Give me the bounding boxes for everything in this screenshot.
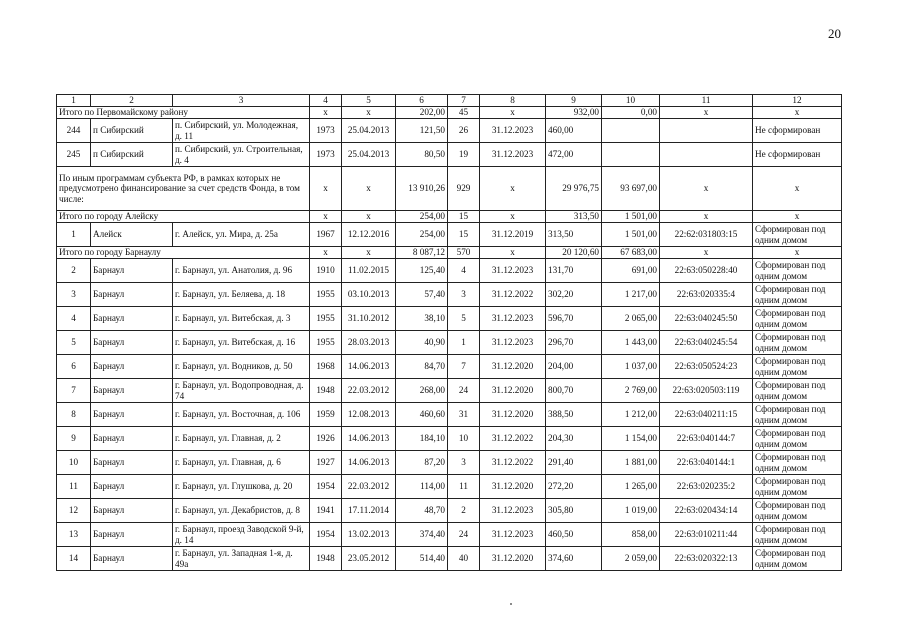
table-row — [57, 499, 842, 523]
table-cell: 460,60 — [396, 403, 448, 427]
table-cell: г. Барнаул, ул. Беляева, д. 18 — [173, 283, 310, 307]
table-cell: п Сибирский — [91, 119, 173, 143]
subtotal-cell: x — [480, 247, 546, 259]
table-cell: Барнаул — [91, 547, 173, 571]
table-cell: п Сибирский — [91, 143, 173, 167]
table-cell: 291,40 — [546, 451, 602, 475]
subtotal-row — [57, 211, 842, 223]
table-cell: 22:63:010211:44 — [660, 523, 753, 547]
table-cell: Сформирован под одним домом — [753, 283, 842, 307]
subtotal-cell: 8 087,12 — [396, 247, 448, 259]
table-cell: 7 — [57, 379, 91, 403]
table-cell: г. Барнаул, ул. Витебская, д. 3 — [173, 307, 310, 331]
table-cell: 40,90 — [396, 331, 448, 355]
table-cell: 460,50 — [546, 523, 602, 547]
table-cell: 9 — [57, 427, 91, 451]
column-number: 5 — [342, 95, 396, 107]
table-cell: 374,60 — [546, 547, 602, 571]
table-cell: Барнаул — [91, 499, 173, 523]
table-cell: 1954 — [310, 523, 342, 547]
subtotal-label: По иным программам субъекта РФ, в рамках которых не предусмотрено финансирование за счет средств Фонда, в том числе: — [57, 167, 310, 211]
table-cell: 313,50 — [546, 223, 602, 247]
subtotal-cell: x — [342, 107, 396, 119]
column-number: 9 — [546, 95, 602, 107]
table-cell: г. Барнаул, ул. Восточная, д. 106 — [173, 403, 310, 427]
table-cell: 40 — [448, 547, 480, 571]
subtotal-cell: 254,00 — [396, 211, 448, 223]
table-cell: 22:63:040211:15 — [660, 403, 753, 427]
table-cell: г. Барнаул, ул. Главная, д. 2 — [173, 427, 310, 451]
table-cell: Сформирован под одним домом — [753, 403, 842, 427]
table-cell: 31.12.2022 — [480, 451, 546, 475]
subtotal-label: Итого по Первомайскому району — [57, 107, 310, 119]
table-cell: г. Барнаул, ул. Глушкова, д. 20 — [173, 475, 310, 499]
table-cell: 272,20 — [546, 475, 602, 499]
table-cell: 22:63:020235:2 — [660, 475, 753, 499]
table-cell: 03.10.2013 — [342, 283, 396, 307]
table-cell: 11 — [448, 475, 480, 499]
column-number: 6 — [396, 95, 448, 107]
table-cell: 305,80 — [546, 499, 602, 523]
table-cell: 302,20 — [546, 283, 602, 307]
table-cell: 31.12.2023 — [480, 499, 546, 523]
subtotal-cell: x — [342, 247, 396, 259]
table-cell: 12 — [57, 499, 91, 523]
table-cell: 14 — [57, 547, 91, 571]
subtotal-cell: x — [310, 167, 342, 211]
table-cell: 22.03.2012 — [342, 379, 396, 403]
subtotal-cell: x — [660, 211, 753, 223]
table-cell: 7 — [448, 355, 480, 379]
table-cell: 31 — [448, 403, 480, 427]
table-cell: 31.12.2023 — [480, 259, 546, 283]
subtotal-cell: x — [660, 247, 753, 259]
table-cell: 15 — [448, 223, 480, 247]
column-number: 4 — [310, 95, 342, 107]
subtotal-cell: x — [753, 107, 842, 119]
table-cell: 22:63:020503:119 — [660, 379, 753, 403]
table-cell: 114,00 — [396, 475, 448, 499]
table-cell: 10 — [448, 427, 480, 451]
subtotal-cell: 932,00 — [546, 107, 602, 119]
table-cell: 10 — [57, 451, 91, 475]
table-cell: Сформирован под одним домом — [753, 475, 842, 499]
table-cell: Сформирован под одним домом — [753, 547, 842, 571]
table-cell: 22:63:020322:13 — [660, 547, 753, 571]
table-cell: 48,70 — [396, 499, 448, 523]
table-row — [57, 143, 842, 167]
table-cell: г. Барнаул, ул. Западная 1-я, д. 49а — [173, 547, 310, 571]
table-cell: 22:63:020335:4 — [660, 283, 753, 307]
subtotal-cell: x — [753, 247, 842, 259]
table-cell: 858,00 — [602, 523, 660, 547]
table-cell: 1 — [448, 331, 480, 355]
subtotal-cell: 929 — [448, 167, 480, 211]
subtotal-cell: 13 910,26 — [396, 167, 448, 211]
table-cell: Сформирован под одним домом — [753, 223, 842, 247]
subtotal-cell: x — [310, 107, 342, 119]
subtotal-cell: x — [342, 167, 396, 211]
table-cell: 1959 — [310, 403, 342, 427]
table-cell: 1954 — [310, 475, 342, 499]
table-cell: Барнаул — [91, 355, 173, 379]
table-row — [57, 119, 842, 143]
table-row — [57, 451, 842, 475]
table-row — [57, 523, 842, 547]
table-cell: 19 — [448, 143, 480, 167]
table-cell: 31.12.2023 — [480, 119, 546, 143]
page-number: 20 — [828, 26, 841, 41]
table-cell: 1 501,00 — [602, 223, 660, 247]
table-cell: 31.12.2020 — [480, 379, 546, 403]
table-row — [57, 547, 842, 571]
table-cell: 2 065,00 — [602, 307, 660, 331]
table-cell: 1955 — [310, 331, 342, 355]
table-cell: Сформирован под одним домом — [753, 523, 842, 547]
table-header-row — [57, 95, 842, 107]
table-cell: 8 — [57, 403, 91, 427]
subtotal-cell: x — [342, 211, 396, 223]
table-cell: 268,00 — [396, 379, 448, 403]
table-cell: Сформирован под одним домом — [753, 499, 842, 523]
table-row — [57, 355, 842, 379]
table-cell: 28.03.2013 — [342, 331, 396, 355]
table-cell: п. Сибирский, ул. Молодежная, д. 11 — [173, 119, 310, 143]
table-cell: 23.05.2012 — [342, 547, 396, 571]
table-cell: 31.12.2020 — [480, 403, 546, 427]
table-cell: 3 — [448, 283, 480, 307]
table-row — [57, 259, 842, 283]
subtotal-cell: 1 501,00 — [602, 211, 660, 223]
table-cell: Сформирован под одним домом — [753, 451, 842, 475]
table-cell: 24 — [448, 379, 480, 403]
table-cell: 121,50 — [396, 119, 448, 143]
table-cell: 1973 — [310, 143, 342, 167]
table-cell: 3 — [57, 283, 91, 307]
table-cell: 31.12.2023 — [480, 523, 546, 547]
table-cell: 2 — [448, 499, 480, 523]
table-cell: 1 443,00 — [602, 331, 660, 355]
column-number: 3 — [173, 95, 310, 107]
table-cell: 11 — [57, 475, 91, 499]
table-cell: Сформирован под одним домом — [753, 259, 842, 283]
subtotal-cell: x — [310, 247, 342, 259]
table-cell: 25.04.2013 — [342, 143, 396, 167]
table-cell: 14.06.2013 — [342, 427, 396, 451]
table-row — [57, 403, 842, 427]
table-cell: 514,40 — [396, 547, 448, 571]
column-number: 11 — [660, 95, 753, 107]
table-cell: 31.12.2022 — [480, 283, 546, 307]
subtotal-label: Итого по городу Барнаулу — [57, 247, 310, 259]
table-cell: 1948 — [310, 547, 342, 571]
table-cell: 1967 — [310, 223, 342, 247]
table-cell: Сформирован под одним домом — [753, 307, 842, 331]
table-cell: 5 — [57, 331, 91, 355]
subtotal-cell: x — [310, 211, 342, 223]
table-cell: Сформирован под одним домом — [753, 355, 842, 379]
table-cell: 4 — [448, 259, 480, 283]
table-cell: 472,00 — [546, 143, 602, 167]
subtotal-cell: x — [480, 211, 546, 223]
subtotal-cell: 202,00 — [396, 107, 448, 119]
table-body — [57, 95, 842, 571]
subtotal-cell: 29 976,75 — [546, 167, 602, 211]
table-cell: 4 — [57, 307, 91, 331]
table-cell: 22:63:050524:23 — [660, 355, 753, 379]
table-cell: 1955 — [310, 283, 342, 307]
table-cell: г. Барнаул, ул. Декабристов, д. 8 — [173, 499, 310, 523]
table-cell: Алейск — [91, 223, 173, 247]
table-cell: 388,50 — [546, 403, 602, 427]
subtotal-cell: x — [660, 107, 753, 119]
table-cell: 22:63:050228:40 — [660, 259, 753, 283]
table-cell: 244 — [57, 119, 91, 143]
table-cell: 22:63:040144:7 — [660, 427, 753, 451]
table-cell: 374,40 — [396, 523, 448, 547]
table-cell: Барнаул — [91, 523, 173, 547]
table-cell: 1 265,00 — [602, 475, 660, 499]
column-number: 10 — [602, 95, 660, 107]
table-cell: 2 769,00 — [602, 379, 660, 403]
table-cell: 2 — [57, 259, 91, 283]
table-cell: 24 — [448, 523, 480, 547]
table-cell: Барнаул — [91, 427, 173, 451]
subtotal-cell: 93 697,00 — [602, 167, 660, 211]
table-cell: п. Сибирский, ул. Строительная, д. 4 — [173, 143, 310, 167]
table-cell: 1 881,00 — [602, 451, 660, 475]
table-cell: 691,00 — [602, 259, 660, 283]
table-cell: Не сформирован — [753, 143, 842, 167]
table-cell: г. Барнаул, ул. Витебская, д. 16 — [173, 331, 310, 355]
table-cell: 80,50 — [396, 143, 448, 167]
table-row — [57, 283, 842, 307]
table-cell: Барнаул — [91, 331, 173, 355]
table-cell: Барнаул — [91, 307, 173, 331]
table-cell: 31.12.2023 — [480, 143, 546, 167]
table-cell: 296,70 — [546, 331, 602, 355]
table-cell: 5 — [448, 307, 480, 331]
table-cell: 3 — [448, 451, 480, 475]
table-cell: 131,70 — [546, 259, 602, 283]
table-cell: г. Барнаул, ул. Главная, д. 6 — [173, 451, 310, 475]
table-cell: Барнаул — [91, 451, 173, 475]
table-cell: Барнаул — [91, 403, 173, 427]
table-cell: 31.12.2023 — [480, 307, 546, 331]
table-cell: 57,40 — [396, 283, 448, 307]
table-cell: 12.12.2016 — [342, 223, 396, 247]
table-cell: г. Барнаул, проезд Заводской 9-й, д. 14 — [173, 523, 310, 547]
table-cell: 31.12.2020 — [480, 355, 546, 379]
subtotal-cell: x — [753, 167, 842, 211]
table-cell: 6 — [57, 355, 91, 379]
table-row — [57, 223, 842, 247]
table-row — [57, 427, 842, 451]
table-cell: Барнаул — [91, 379, 173, 403]
table-cell: 22.03.2012 — [342, 475, 396, 499]
table-cell: 22:63:040245:54 — [660, 331, 753, 355]
subtotal-cell: 45 — [448, 107, 480, 119]
column-number: 12 — [753, 95, 842, 107]
subtotal-cell: 20 120,60 — [546, 247, 602, 259]
table-cell: 204,00 — [546, 355, 602, 379]
table-cell: 1968 — [310, 355, 342, 379]
table-cell: 31.12.2022 — [480, 427, 546, 451]
table-cell: 1973 — [310, 119, 342, 143]
table-cell: 31.12.2023 — [480, 331, 546, 355]
table-cell: 1 — [57, 223, 91, 247]
subtotal-row — [57, 107, 842, 119]
table-cell: г. Барнаул, ул. Водников, д. 50 — [173, 355, 310, 379]
table-cell: г. Барнаул, ул. Анатолия, д. 96 — [173, 259, 310, 283]
table-cell: 87,20 — [396, 451, 448, 475]
table-cell: 22:63:020434:14 — [660, 499, 753, 523]
table-cell: 38,10 — [396, 307, 448, 331]
table-row — [57, 331, 842, 355]
table-cell: 1910 — [310, 259, 342, 283]
column-number: 2 — [91, 95, 173, 107]
table-row — [57, 307, 842, 331]
table-cell: 800,70 — [546, 379, 602, 403]
subtotal-cell: 313,50 — [546, 211, 602, 223]
subtotal-cell: 570 — [448, 247, 480, 259]
table-cell: 31.12.2020 — [480, 475, 546, 499]
table-cell: 12.08.2013 — [342, 403, 396, 427]
table-cell: Барнаул — [91, 283, 173, 307]
scan-artifact-dot — [510, 603, 512, 605]
table-cell: г. Барнаул, ул. Водопроводная, д. 74 — [173, 379, 310, 403]
table-cell: 245 — [57, 143, 91, 167]
table-cell — [660, 143, 753, 167]
subtotal-cell: 15 — [448, 211, 480, 223]
table-cell: Сформирован под одним домом — [753, 427, 842, 451]
table-cell: 125,40 — [396, 259, 448, 283]
subtotal-cell: x — [480, 167, 546, 211]
table-cell: 17.11.2014 — [342, 499, 396, 523]
column-number: 8 — [480, 95, 546, 107]
table-cell: Барнаул — [91, 259, 173, 283]
table-row — [57, 379, 842, 403]
subtotal-row — [57, 247, 842, 259]
table-cell: 22:62:031803:15 — [660, 223, 753, 247]
subtotal-cell: 67 683,00 — [602, 247, 660, 259]
table-cell: 11.02.2015 — [342, 259, 396, 283]
column-number: 7 — [448, 95, 480, 107]
table-cell: 13 — [57, 523, 91, 547]
table-row — [57, 475, 842, 499]
table-cell: 31.10.2012 — [342, 307, 396, 331]
table-cell: 2 059,00 — [602, 547, 660, 571]
table-cell: 596,70 — [546, 307, 602, 331]
program-total-row — [57, 167, 842, 211]
subtotal-cell: x — [660, 167, 753, 211]
subtotal-cell: x — [480, 107, 546, 119]
table-cell: 1955 — [310, 307, 342, 331]
table-cell: Не сформирован — [753, 119, 842, 143]
table-cell: 1927 — [310, 451, 342, 475]
table-cell: Сформирован под одним домом — [753, 331, 842, 355]
table-cell: 1926 — [310, 427, 342, 451]
subtotal-cell: 0,00 — [602, 107, 660, 119]
table-cell: 1948 — [310, 379, 342, 403]
table-cell: 204,30 — [546, 427, 602, 451]
table-cell — [602, 119, 660, 143]
table-cell: 22:63:040144:1 — [660, 451, 753, 475]
table-cell — [602, 143, 660, 167]
table-cell: 14.06.2013 — [342, 451, 396, 475]
table-cell: 1 217,00 — [602, 283, 660, 307]
table-cell: г. Алейск, ул. Мира, д. 25а — [173, 223, 310, 247]
housing-register-table — [56, 94, 842, 571]
table-cell: 254,00 — [396, 223, 448, 247]
table-cell: 84,70 — [396, 355, 448, 379]
table-cell: 1 019,00 — [602, 499, 660, 523]
column-number: 1 — [57, 95, 91, 107]
table-cell: 14.06.2013 — [342, 355, 396, 379]
table-cell: 1941 — [310, 499, 342, 523]
table-cell: 31.12.2019 — [480, 223, 546, 247]
subtotal-cell: x — [753, 211, 842, 223]
table-cell: 1 212,00 — [602, 403, 660, 427]
table-cell: 25.04.2013 — [342, 119, 396, 143]
table-cell: 31.12.2020 — [480, 547, 546, 571]
table-cell: Сформирован под одним домом — [753, 379, 842, 403]
subtotal-label: Итого по городу Алейску — [57, 211, 310, 223]
table-cell — [660, 119, 753, 143]
table-cell: 26 — [448, 119, 480, 143]
table-cell: 1 154,00 — [602, 427, 660, 451]
table-cell: 1 037,00 — [602, 355, 660, 379]
table-cell: 460,00 — [546, 119, 602, 143]
table-cell: 13.02.2013 — [342, 523, 396, 547]
table-cell: 22:63:040245:50 — [660, 307, 753, 331]
table-cell: Барнаул — [91, 475, 173, 499]
table-cell: 184,10 — [396, 427, 448, 451]
